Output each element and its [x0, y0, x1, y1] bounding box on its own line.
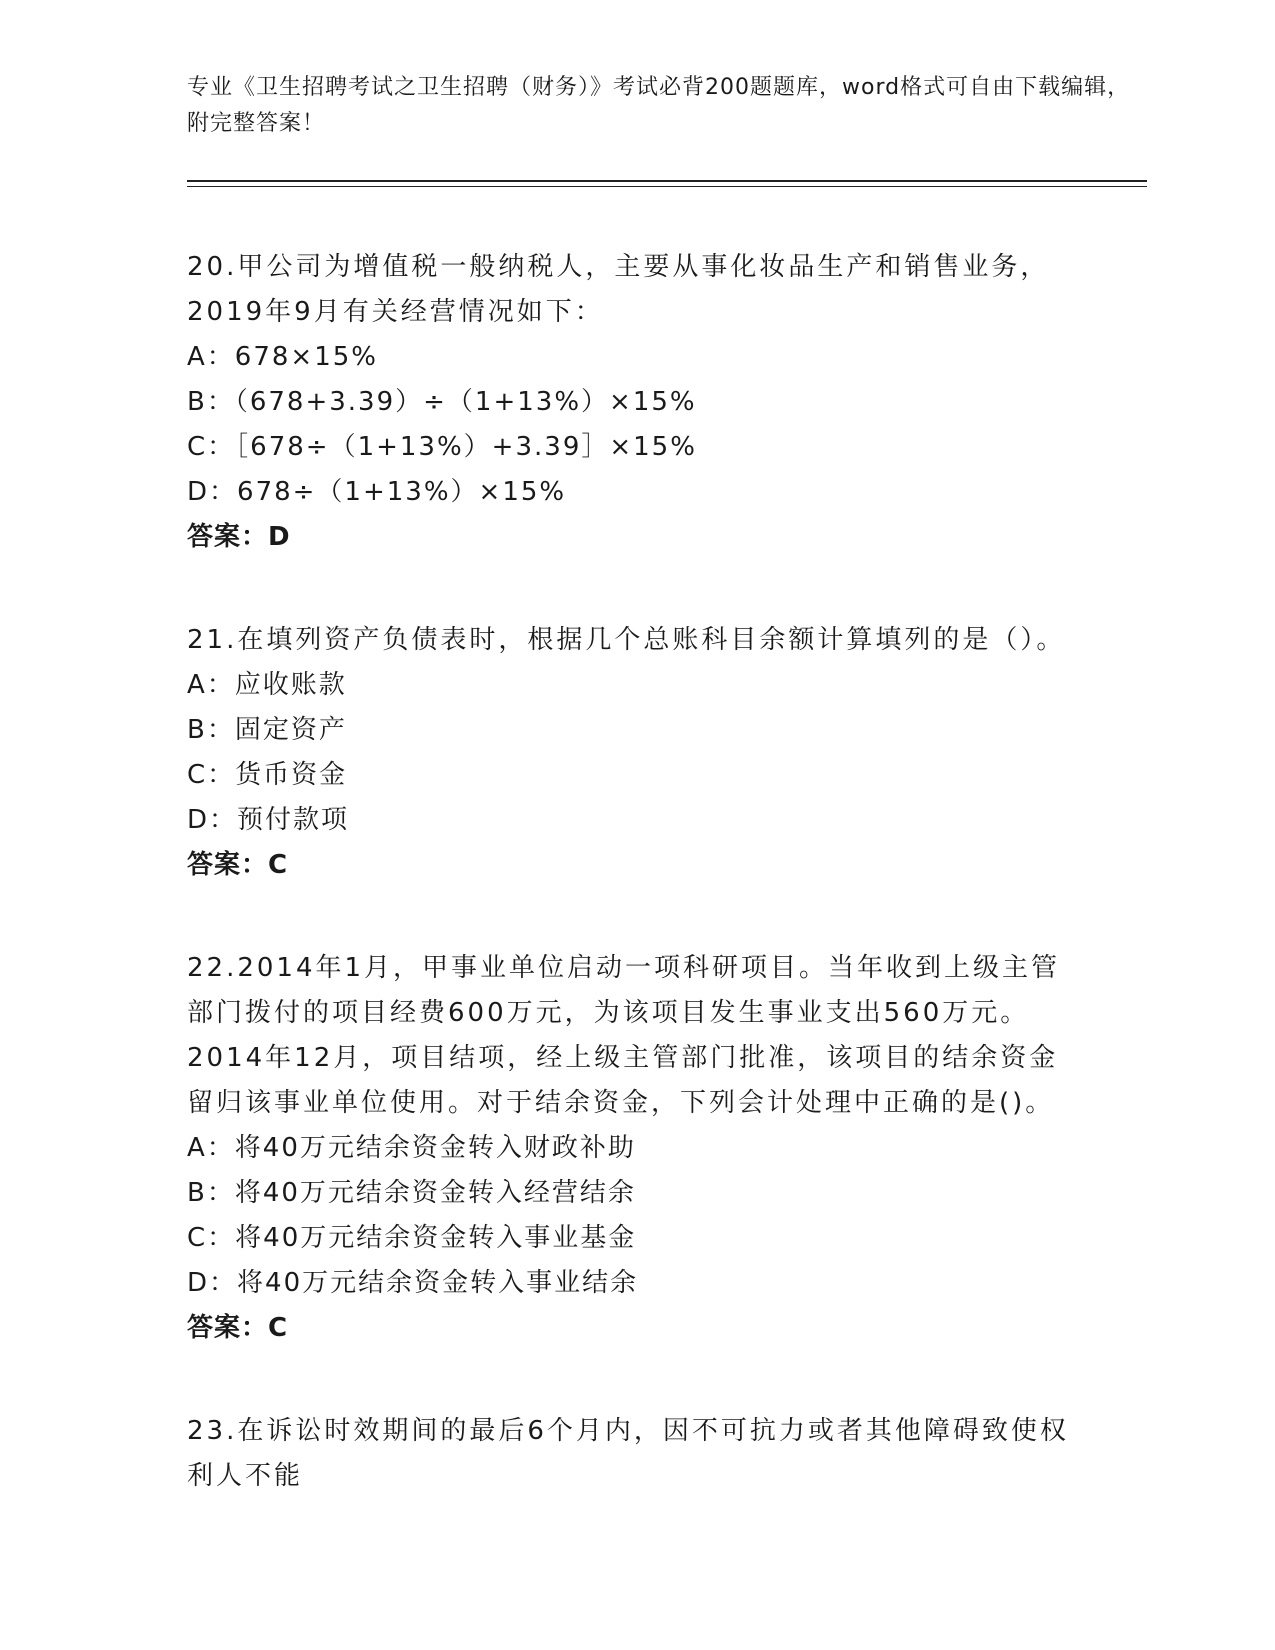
option-d: D：678÷（1+13%）×15% — [187, 477, 567, 507]
question-21 — [187, 618, 1147, 888]
question-23 — [187, 1409, 1147, 1499]
question-22 — [187, 946, 1147, 1351]
answer: 答案：D — [187, 522, 291, 552]
answer: 答案：C — [187, 850, 289, 880]
header-text: 专业《卫生招聘考试之卫生招聘（财务）》考试必背200题题库，word格式可自由下载编辑，附完整答案！ — [187, 75, 1131, 136]
option-a: A：将40万元结余资金转入财政补助 — [187, 1133, 636, 1163]
question-stem: 22.2014年1月，甲事业单位启动一项科研项目。当年收到上级主管部门拨付的项目经费600万元，为该项目发生事业支出560万元。2014年12月，项目结项，经上级主管部门批准，该项目的结余资金留归该事业单位使用。对于结余资金，下列会计处理中正确的是()。 — [187, 953, 1061, 1118]
question-stem: 21.在填列资产负债表时，根据几个总账科目余额计算填列的是（）。 — [187, 625, 1066, 655]
question-stem: 20.甲公司为增值税一般纳税人，主要从事化妆品生产和销售业务，2019年9月有关经营情况如下： — [187, 252, 1050, 327]
option-d: D：将40万元结余资金转入事业结余 — [187, 1268, 639, 1298]
document-page — [187, 70, 1147, 1499]
option-b: B：将40万元结余资金转入经营结余 — [187, 1178, 636, 1208]
header-divider — [187, 180, 1147, 187]
answer: 答案：C — [187, 1313, 289, 1343]
option-a: A：应收账款 — [187, 670, 347, 700]
option-b: B：（678+3.39）÷（1+13%）×15% — [187, 387, 697, 417]
question-20 — [187, 245, 1147, 560]
option-a: A：678×15% — [187, 342, 378, 372]
question-stem: 23.在诉讼时效期间的最后6个月内，因不可抗力或者其他障碍致使权利人不能 — [187, 1416, 1069, 1491]
option-d: D：预付款项 — [187, 805, 350, 835]
option-c: C：将40万元结余资金转入事业基金 — [187, 1223, 637, 1253]
option-b: B：固定资产 — [187, 715, 347, 745]
option-c: C：货币资金 — [187, 760, 348, 790]
option-c: C：［678÷（1+13%）+3.39］×15% — [187, 432, 697, 462]
